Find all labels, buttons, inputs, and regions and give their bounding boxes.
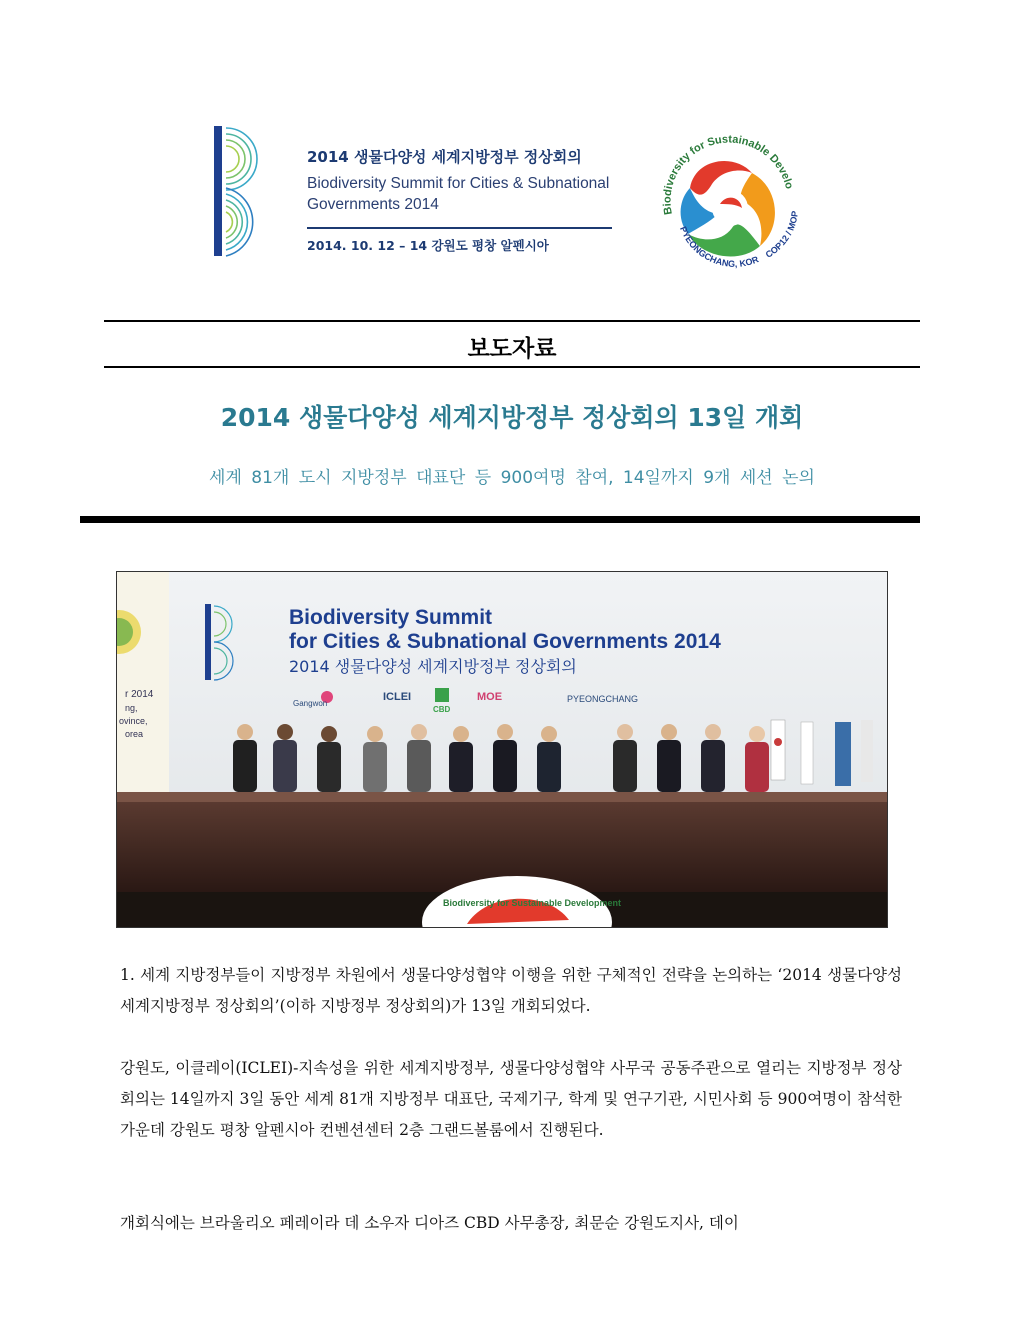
cop-ring-side-text: COP12 / MOP bbox=[763, 210, 800, 260]
banner-title-line2: for Cities & Subnational Governments 2014 bbox=[289, 630, 721, 653]
headline: 2014 생물다양성 세계지방정부 정상회의 13일 개회 bbox=[220, 403, 804, 432]
summit-title-english-line1: Biodiversity Summit for Cities & Subnational bbox=[307, 175, 610, 192]
paragraph-3: 개회식에는 브라울리오 페레이라 데 소우자 디아즈 CBD 사무총장, 최문순 강원도지사, 데이 bbox=[120, 1214, 739, 1232]
paragraph-1: 1. 세계 지방정부들이 지방정부 차원에서 생물다양성협약 이행을 위한 구체적인 전략을 논의하는 ‘2014 생물다양성 세계지방정부 정상회의’(이하 지방정부 정상회의)가 13일 개회되었다. bbox=[120, 966, 902, 1015]
sponsor-cbd: CBD bbox=[433, 705, 451, 714]
summit-stage-photo bbox=[116, 571, 888, 928]
left-panel-text-3: ovince, bbox=[119, 716, 148, 726]
sponsor-pyeongchang: PYEONGCHANG bbox=[567, 694, 639, 704]
press-release-label: 보도자료 bbox=[467, 336, 557, 362]
cop-ring-top-text: Biodiversity for Sustainable Develo bbox=[661, 133, 796, 216]
summit-b-logo bbox=[210, 122, 290, 260]
sponsor-iclei: ICLEI bbox=[383, 691, 412, 703]
summit-date: 2014. 10. 12 – 14 강원도 평창 알펜시아 bbox=[307, 238, 549, 253]
top-rule bbox=[104, 320, 920, 322]
cop12-logo bbox=[640, 118, 810, 278]
left-panel-text-2: ng, bbox=[125, 703, 138, 713]
thick-rule bbox=[80, 516, 920, 523]
foreground-logo-text: Biodiversity for Sustainable Development bbox=[443, 898, 622, 908]
middle-rule bbox=[104, 366, 920, 368]
left-panel-text-4: orea bbox=[125, 729, 144, 739]
subheadline: 세계 81개 도시 지방정부 대표단 등 900여명 참여, 14일까지 9개 세션 논의 bbox=[209, 468, 815, 488]
summit-title-korean: 2014 생물다양성 세계지방정부 정상회의 bbox=[307, 148, 582, 166]
sponsor-gangwon: Gangwon bbox=[293, 699, 328, 708]
summit-title-block bbox=[307, 146, 617, 215]
paragraph-2: 강원도, 이클레이(ICLEI)-지속성을 위한 세계지방정부, 생물다양성협약 사무국 공동주관으로 열리는 지방정부 정상회의는 14일까지 3일 동안 세계 81개 지방정부 대표단, 국제기구, 학계 및 연구기관, 시민사회 등 900여명이 참석한 가운데 강원도 평창 알펜시아 컨벤션센터 2층 그랜드볼룸에서 진행된다. bbox=[120, 1059, 902, 1139]
summit-title-english-line2: Governments 2014 bbox=[307, 196, 439, 213]
left-panel-text-1: r 2014 bbox=[125, 689, 154, 700]
banner-title-korean: 2014 생물다양성 세계지방정부 정상회의 bbox=[289, 657, 577, 676]
banner-title-line1: Biodiversity Summit bbox=[289, 606, 493, 629]
summit-divider bbox=[307, 227, 612, 229]
sponsor-moe: MOE bbox=[477, 691, 503, 703]
cop-ring-bottom-text: PYEONGCHANG, KOR bbox=[678, 224, 761, 269]
